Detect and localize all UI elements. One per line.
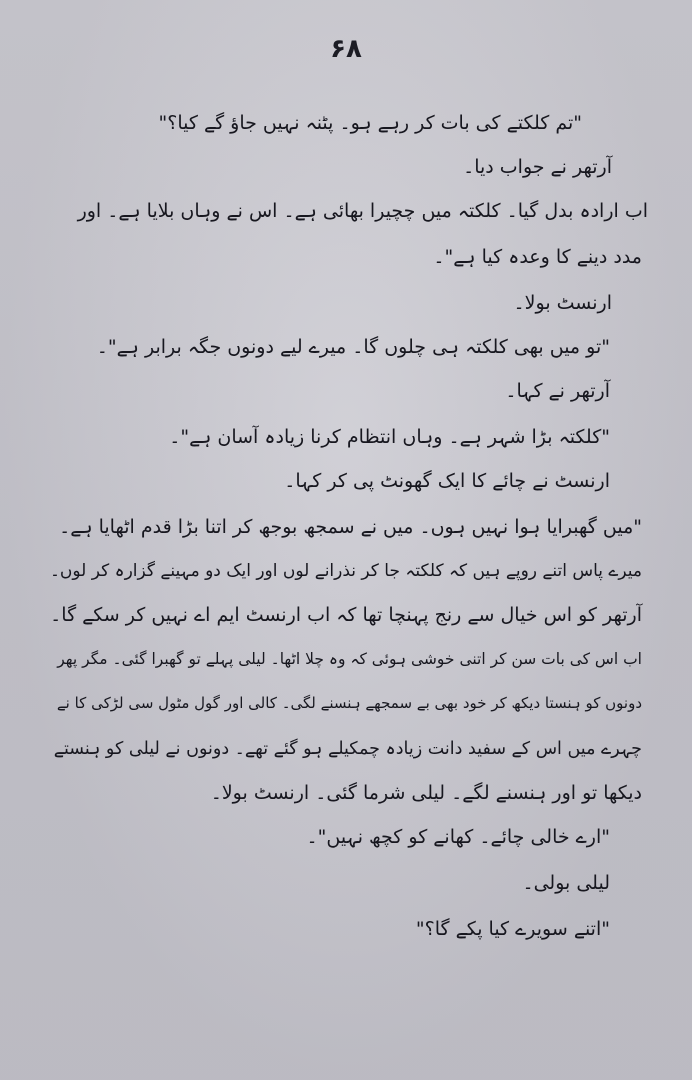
text-line-11: میرے پاس اتنے روپے ہیں کہ کلکتہ جا کر نذرانے لوں اور ایک دو مہینے گزارہ کر لوں۔ <box>49 561 642 581</box>
text-line-4: مدد دینے کا وعدہ کیا ہے"۔ <box>433 246 642 268</box>
text-line-14: دونوں کو ہنستا دیکھ کر خود بھی بے سمجھے ہنسنے لگی۔ کالی اور گول مٹول سی لڑکی کا نے <box>56 694 642 712</box>
text-line-2: آرتھر نے جواب دیا۔ <box>463 156 612 178</box>
text-line-12: آرتھر کو اس خیال سے رنج پہنچا تھا کہ اب ارنسٹ ایم اے نہیں کر سکے گا۔ <box>50 604 642 626</box>
text-line-10: "میں گھبرایا ہوا نہیں ہوں۔ میں نے سمجھ بوجھ کر اتنا بڑا قدم اٹھایا ہے۔ <box>59 516 642 538</box>
text-line-8: "کلکتہ بڑا شہر ہے۔ وہاں انتظام کرنا زیادہ آسان ہے"۔ <box>169 426 610 448</box>
text-line-13: اب اس کی بات سن کر اتنی خوشی ہوئی کہ وہ چلا اٹھا۔ لیلی پہلے تو گھبرا گئی۔ مگر پھر <box>57 650 642 668</box>
text-line-15: چہرے میں اس کے سفید دانت زیادہ چمکیلے ہو گئے تھے۔ دونوں نے لیلی کو ہنستے <box>53 739 642 759</box>
text-line-7: آرتھر نے کہا۔ <box>505 380 610 402</box>
text-line-9: ارنسٹ نے چائے کا ایک گھونٹ پی کر کہا۔ <box>284 470 610 492</box>
text-line-3: اب ارادہ بدل گیا۔ کلکتہ میں چچیرا بھائی ہے۔ اس نے وہاں بلایا ہے۔ اور <box>77 200 648 222</box>
text-line-19: "اتنے سویرے کیا پکے گا؟" <box>415 918 610 940</box>
text-line-1: "تم کلکتے کی بات کر رہے ہو۔ پٹنہ نہیں جاؤ گے کیا؟" <box>158 112 582 134</box>
text-line-18: لیلی بولی۔ <box>522 872 610 894</box>
text-line-5: ارنسٹ بولا۔ <box>513 292 612 314</box>
text-line-17: "ارے خالی چائے۔ کھانے کو کچھ نہیں"۔ <box>306 826 610 848</box>
page-number: ۶۸ <box>330 34 362 64</box>
text-line-6: "تو میں بھی کلکتہ ہی چلوں گا۔ میرے لیے دونوں جگہ برابر ہے"۔ <box>96 336 610 358</box>
text-line-16: دیکھا تو اور ہنسنے لگے۔ لیلی شرما گئی۔ ارنسٹ بولا۔ <box>210 782 642 804</box>
